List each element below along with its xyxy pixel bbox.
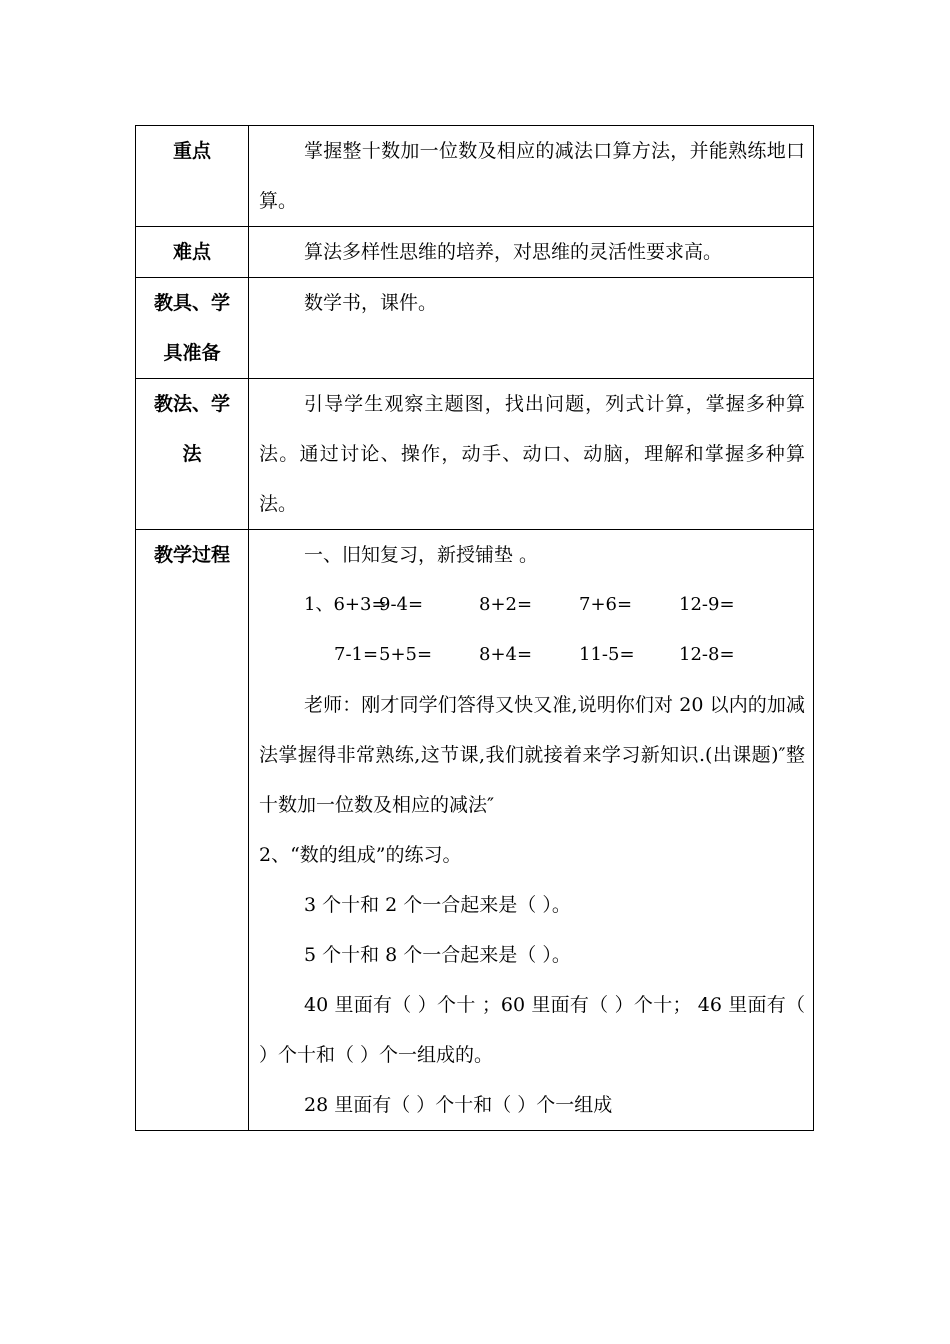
question-line: 3 个十和 2 个一合起来是（ ）。 (304, 894, 571, 916)
math-item: 9-4= (379, 594, 424, 615)
question-line: 28 里面有（ ）个十和（ ）个一组成 (304, 1094, 613, 1116)
label-text: 重点 (172, 140, 211, 162)
math-row-2 (259, 630, 805, 680)
lesson-plan-table (135, 125, 814, 1131)
table-row-difficulty (136, 227, 814, 278)
label-methods (136, 379, 249, 530)
paragraph: 掌握整十数加一位数及相应的减法口算方法，并能熟练地口算。 (259, 140, 805, 212)
label-process (136, 530, 249, 1131)
label-text: 具准备 (163, 342, 221, 364)
table-row-materials (136, 278, 814, 379)
table-row-process (136, 530, 814, 1131)
paragraph: 数学书，课件。 (304, 292, 438, 314)
section-title: 2、“数的组成”的练习。 (259, 844, 462, 866)
section-title: 一、旧知复习，新授铺垫 。 (304, 544, 539, 566)
teacher-paragraph: 老师：刚才同学们答得又快又准,说明你们对 20 以内的加减法掌握得非常熟练,这节课,我们就接着来学习新知识.(出课题)″整十数加一位数及相应的减法″ (259, 694, 805, 816)
question-paragraph: 40 里面有（ ）个十 ；60 里面有（ ）个十； 46 里面有（ ）个十和（ ）个一组成的。 (259, 994, 805, 1066)
label-materials (136, 278, 249, 379)
content-process (249, 530, 814, 1131)
math-item: 12-8= (679, 644, 735, 665)
label-text: 法 (182, 443, 202, 465)
label-key-point (136, 126, 249, 227)
content-key-point (249, 126, 814, 227)
content-materials (249, 278, 814, 379)
table-row-methods (136, 379, 814, 530)
math-item: 8+2= (479, 594, 533, 615)
math-item: 7+6= (579, 594, 633, 615)
label-text: 教法、学 (153, 393, 230, 415)
paragraph: 引导学生观察主题图，找出问题，列式计算，掌握多种算法。通过讨论、操作，动手、动口、动脑，理解和掌握多种算法。 (259, 393, 805, 515)
math-row-1 (259, 580, 805, 630)
label-text: 难点 (172, 241, 211, 263)
math-item: 11-5= (579, 644, 635, 665)
math-item: 7-1= (334, 644, 379, 665)
math-item: 5+5= (379, 644, 433, 665)
label-text: 教学过程 (153, 544, 230, 566)
content-methods (249, 379, 814, 530)
question-line: 5 个十和 8 个一合起来是（ ）。 (304, 944, 571, 966)
math-item: 12-9= (679, 594, 735, 615)
label-text: 教具、学 (153, 292, 230, 314)
label-difficulty (136, 227, 249, 278)
table-row-key-point (136, 126, 814, 227)
content-difficulty (249, 227, 814, 278)
paragraph: 算法多样性思维的培养，对思维的灵活性要求高。 (304, 241, 723, 263)
math-item: 1、6+3= (304, 594, 387, 615)
math-item: 8+4= (479, 644, 533, 665)
